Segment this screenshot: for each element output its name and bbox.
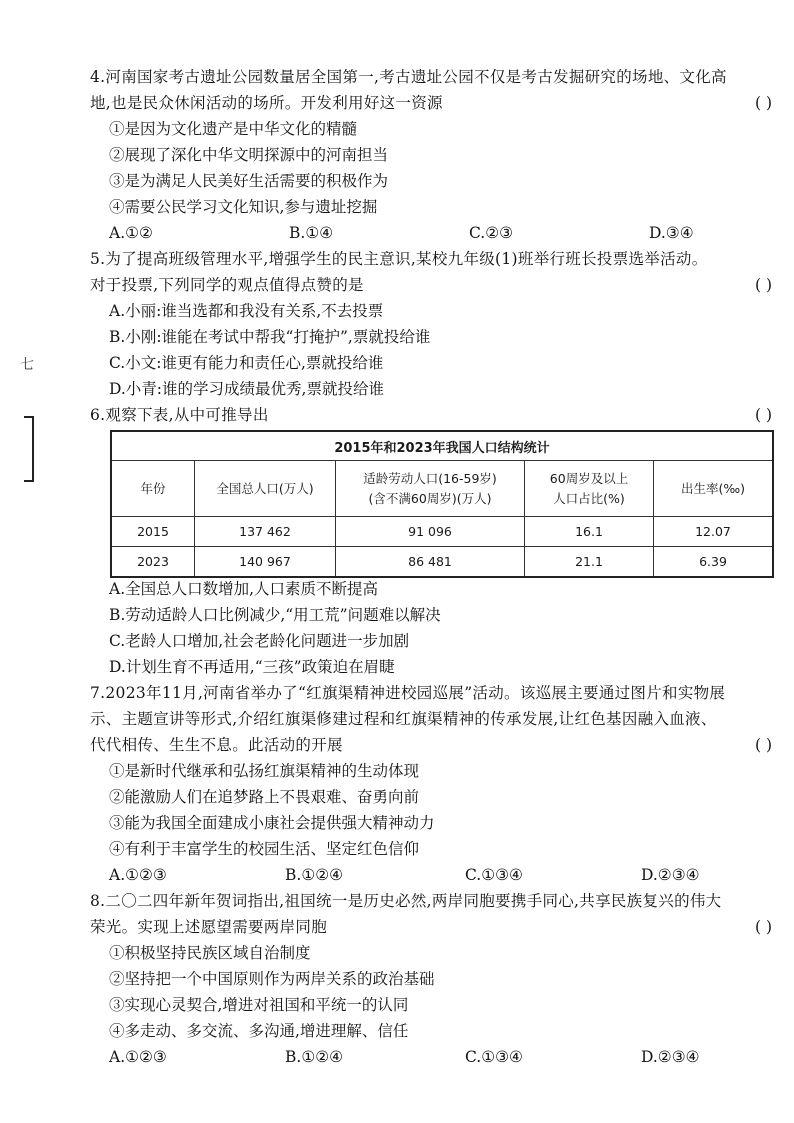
table-cell: 16.1 <box>525 517 654 547</box>
q7-choice-b[interactable]: B.①②④ <box>285 866 344 884</box>
table-header-labor: 适龄劳动人口(16-59岁) (含不满60周岁)(万人) <box>336 461 525 517</box>
population-table <box>110 430 774 578</box>
q4-option-1: ①是因为文化遗产是中华文化的精髓 <box>109 120 358 138</box>
q8-stem-line2: 荣光。实现上述愿望需要两岸同胞 <box>90 918 328 936</box>
q7-stem-line3: 代代相传、生生不息。此活动的开展 <box>90 736 343 754</box>
q6-option-b[interactable]: B.劳动适龄人口比例减少,“用工荒”问题难以解决 <box>109 606 441 624</box>
q6-option-c[interactable]: C.老龄人口增加,社会老龄化问题进一步加剧 <box>109 632 410 650</box>
q7-stem-line1: 7.2023年11月,河南省举办了“红旗渠精神进校园巡展”活动。该巡展主要通过图片和实物展 <box>90 684 726 702</box>
q7-option-4: ④有利于丰富学生的校园生活、坚定红色信仰 <box>109 840 420 858</box>
table-header-total: 全国总人口(万人) <box>195 461 336 517</box>
table-cell: 140 967 <box>195 547 336 577</box>
q4-option-2: ②展现了深化中华文明探源中的河南担当 <box>109 146 389 164</box>
table-header-elderly: 60周岁及以上 人口占比(%) <box>525 461 654 517</box>
q4-choice-d[interactable]: D.③④ <box>649 224 694 242</box>
q5-answer-paren[interactable]: ( ) <box>754 276 772 294</box>
margin-mark: 七 <box>20 357 34 373</box>
q8-answer-paren[interactable]: ( ) <box>754 918 772 936</box>
q8-option-3: ③实现心灵契合,增进对祖国和平统一的认同 <box>109 996 409 1014</box>
q5-stem-line2: 对于投票,下列同学的观点值得点赞的是 <box>90 276 364 294</box>
q5-option-c[interactable]: C.小文:谁更有能力和责任心,票就投给谁 <box>109 354 384 372</box>
q7-option-3: ③能为我国全面建成小康社会提供强大精神动力 <box>109 814 435 832</box>
q5-option-a[interactable]: A.小丽:谁当选都和我没有关系,不去投票 <box>109 302 384 320</box>
table-header-year: 年份 <box>111 461 195 517</box>
table-cell: 12.07 <box>654 517 774 547</box>
q6-option-a[interactable]: A.全国总人口数增加,人口素质不断提高 <box>109 580 379 598</box>
q8-option-1: ①积极坚持民族区域自治制度 <box>109 944 311 962</box>
q5-option-d[interactable]: D.小青:谁的学习成绩最优秀,票就投给谁 <box>109 380 384 398</box>
q7-choice-d[interactable]: D.②③④ <box>641 866 700 884</box>
table-cell: 137 462 <box>195 517 336 547</box>
q7-answer-paren[interactable]: ( ) <box>754 736 772 754</box>
q8-choice-d[interactable]: D.②③④ <box>641 1048 700 1066</box>
q5-option-b[interactable]: B.小刚:谁能在考试中帮我“打掩护”,票就投给谁 <box>109 328 431 346</box>
q8-choice-a[interactable]: A.①②③ <box>109 1048 167 1066</box>
q6-stem: 6.观察下表,从中可推导出 <box>90 406 269 424</box>
q7-choices <box>109 862 770 888</box>
table-cell: 6.39 <box>654 547 774 577</box>
table-row <box>111 547 773 577</box>
q4-choice-b[interactable]: B.①④ <box>289 224 334 242</box>
margin-bracket <box>24 416 34 482</box>
table-cell: 21.1 <box>525 547 654 577</box>
table-cell: 2023 <box>111 547 195 577</box>
q8-choice-c[interactable]: C.①③④ <box>465 1048 523 1066</box>
q5-stem-line1: 5.为了提高班级管理水平,增强学生的民主意识,某校九年级(1)班举行班长投票选举活动。 <box>90 250 708 268</box>
q7-stem-line2: 示、主题宣讲等形式,介绍红旗渠修建过程和红旗渠精神的传承发展,让红色基因融入血液、 <box>90 710 717 728</box>
q4-answer-paren[interactable]: ( ) <box>754 94 772 112</box>
table-header-birthrate: 出生率(‰) <box>654 461 774 517</box>
q4-option-4: ④需要公民学习文化知识,参与遗址挖掘 <box>109 198 378 216</box>
table-cell: 86 481 <box>336 547 525 577</box>
q7-option-2: ②能激励人们在追梦路上不畏艰难、奋勇向前 <box>109 788 420 806</box>
q7-option-1: ①是新时代继承和弘扬红旗渠精神的生动体现 <box>109 762 420 780</box>
q7-choice-a[interactable]: A.①②③ <box>109 866 167 884</box>
q4-stem-line1: 4.河南国家考古遗址公园数量居全国第一,考古遗址公园不仅是考古发掘研究的场地、文化高 <box>90 68 727 86</box>
q4-choice-c[interactable]: C.②③ <box>469 224 514 242</box>
table-cell: 91 096 <box>336 517 525 547</box>
q4-stem-line2: 地,也是民众休闲活动的场所。开发利用好这一资源 <box>90 94 443 112</box>
q8-option-4: ④多走动、多交流、多沟通,增进理解、信任 <box>109 1022 409 1040</box>
q4-choice-a[interactable]: A.①② <box>109 224 153 242</box>
q6-answer-paren[interactable]: ( ) <box>754 406 772 424</box>
table-title: 2015年和2023年我国人口结构统计 <box>111 431 773 461</box>
table-row <box>111 517 773 547</box>
q4-choices <box>109 220 770 246</box>
q8-stem-line1: 8.二〇二四年新年贺词指出,祖国统一是历史必然,两岸同胞要携手同心,共享民族复兴的伟大 <box>90 892 722 910</box>
q4-option-3: ③是为满足人民美好生活需要的积极作为 <box>109 172 389 190</box>
q6-option-d[interactable]: D.计划生育不再适用,“三孩”政策迫在眉睫 <box>109 658 395 676</box>
q8-choice-b[interactable]: B.①②④ <box>285 1048 344 1066</box>
table-cell: 2015 <box>111 517 195 547</box>
q8-choices <box>109 1044 770 1070</box>
q7-choice-c[interactable]: C.①③④ <box>465 866 523 884</box>
q8-option-2: ②坚持把一个中国原则作为两岸关系的政治基础 <box>109 970 435 988</box>
